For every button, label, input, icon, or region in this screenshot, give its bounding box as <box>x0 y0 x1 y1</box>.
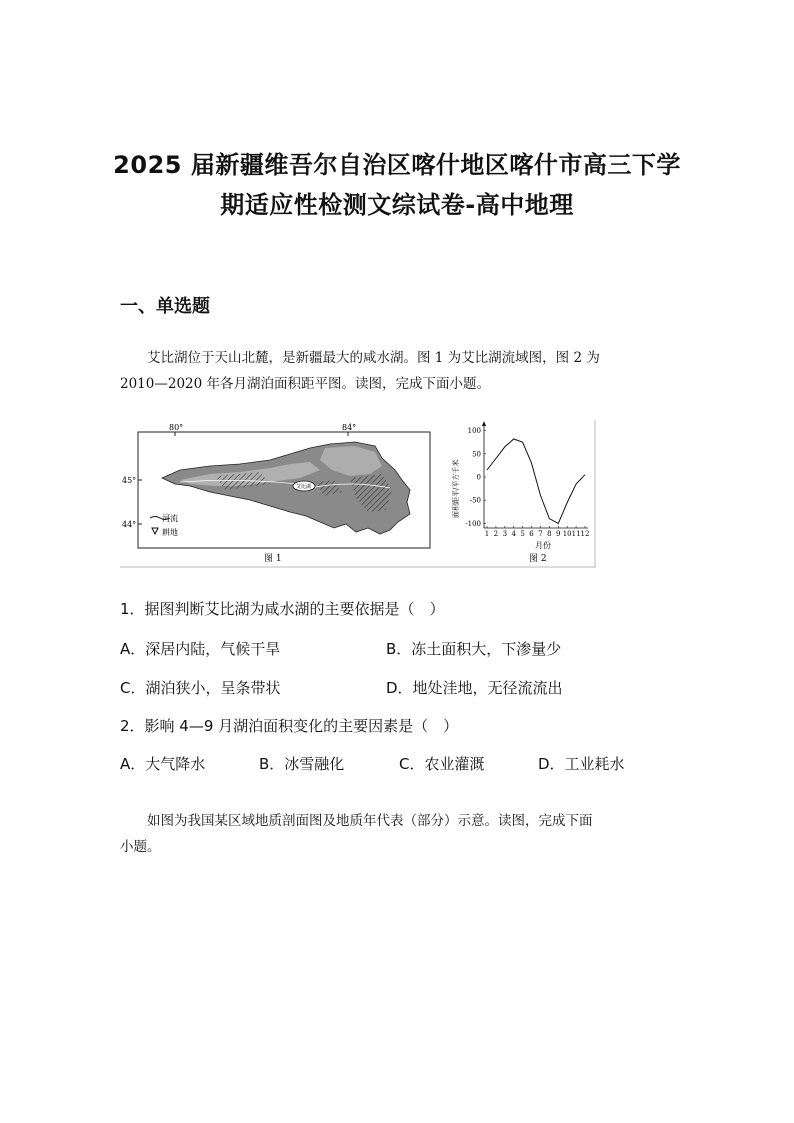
chart-x-tick-label: 6 <box>529 530 534 538</box>
chart-y-tick-label: 0 <box>476 473 481 482</box>
q2-option-c[interactable]: C．农业灌溉 <box>399 755 485 773</box>
q1-option-d[interactable]: D．地处洼地，无径流流出 <box>386 679 563 697</box>
chart-y-tick-label: -50 <box>469 496 481 505</box>
chart-x-tick-label: 11 <box>571 530 581 538</box>
q1-option-a[interactable]: A．深居内陆，气候干旱 <box>120 640 281 658</box>
chart-x-tick-label: 2 <box>493 530 499 538</box>
chart-x-tick-label: 4 <box>511 530 516 538</box>
figures-svg <box>120 418 596 568</box>
passage-1 <box>120 345 676 397</box>
figure1-map <box>122 423 430 548</box>
legend-river-label: 河流 <box>162 514 178 523</box>
chart-x-tick-label: 8 <box>547 530 552 538</box>
section-heading: 一、单选题 <box>120 296 210 317</box>
chart-y-axis-arrow <box>482 421 486 426</box>
question-2-stem: 2．影响 4—9 月湖泊面积变化的主要因素是（ ） <box>120 717 459 735</box>
doc-title-line2: 期适应性检测文综试卷-高中地理 <box>220 191 574 219</box>
figure1-caption: 图 1 <box>264 554 282 564</box>
chart-x-tick-label: 12 <box>580 530 590 538</box>
passage-1-line2: 2010—2020 年各月湖泊面积距平图。读图，完成下面小题。 <box>120 376 491 392</box>
passage-2-line1: 如图为我国某区域地质剖面图及地质年代表（部分）示意。读图，完成下面 <box>147 813 593 829</box>
lat-label-45: 45° <box>122 476 137 485</box>
doc-title-line1: 2025 届新疆维吾尔自治区喀什地区喀什市高三下学 <box>113 151 681 179</box>
q2-option-b[interactable]: B．冰雪融化 <box>259 755 345 773</box>
chart-y-tick-label: -100 <box>465 519 481 528</box>
chart-y-tick-label: 50 <box>472 450 481 459</box>
q1-option-c[interactable]: C．湖泊狭小，呈条带状 <box>120 679 281 697</box>
chart-ylabel: 面积距平/平方千米 <box>452 459 460 518</box>
q2-option-d[interactable]: D．工业耗水 <box>538 755 625 773</box>
q2-option-a[interactable]: A．大气降水 <box>120 755 206 773</box>
chart-x-tick-label: 7 <box>538 530 543 538</box>
figures <box>120 418 596 568</box>
chart-x-tick-label: 3 <box>502 530 508 538</box>
chart-series-line <box>487 439 585 523</box>
passage-2 <box>120 808 676 860</box>
figure2-caption: 图 2 <box>529 554 547 564</box>
passage-2-line2: 小题。 <box>120 839 161 855</box>
chart-x-tick-label: 9 <box>556 530 561 538</box>
lon-label-80: 80° <box>169 423 184 432</box>
figure2-chart <box>451 421 589 550</box>
chart-y-tick-label: 100 <box>467 427 481 436</box>
lake-label: 艾比湖 <box>296 484 312 490</box>
chart-x-tick-label: 10 <box>562 530 572 538</box>
q1-option-b[interactable]: B．冻土面积大，下渗量少 <box>386 640 562 658</box>
chart-xlabel: 月份 <box>535 541 551 550</box>
lon-label-84: 84° <box>342 423 357 432</box>
passage-1-line1: 艾比湖位于天山北麓，是新疆最大的咸水湖。图 1 为艾比湖流域图，图 2 为 <box>147 350 600 366</box>
question-1-stem: 1．据图判断艾比湖为咸水湖的主要依据是（ ） <box>120 600 445 618</box>
legend-farmland-label: 耕地 <box>162 528 178 537</box>
chart-x-tick-label: 5 <box>520 530 525 538</box>
lat-label-44: 44° <box>122 520 137 529</box>
chart-x-tick-label: 1 <box>484 530 490 538</box>
